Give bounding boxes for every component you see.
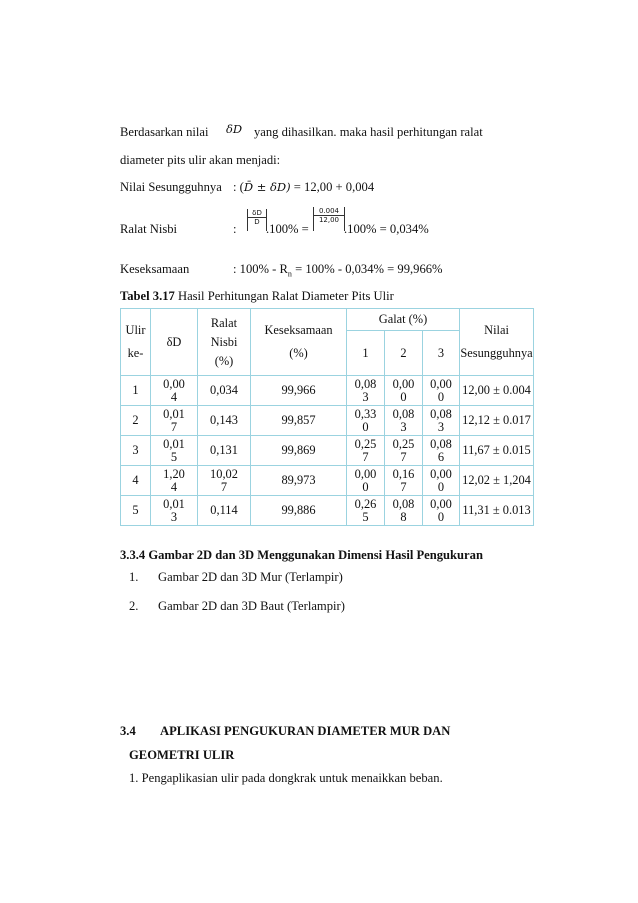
nilai-prefix: : ( — [233, 180, 244, 194]
header-galat: Galat (%) — [347, 309, 460, 331]
cell-galat-1-part: 3 — [362, 389, 369, 404]
cell-delta-d-part: 4 — [170, 389, 178, 404]
intro-text-a: Berdasarkan nilai — [120, 125, 209, 139]
cell-galat-1-part: 5 — [362, 509, 369, 524]
cell-galat-1 — [347, 376, 385, 406]
cell-galat-1-part: 0,33 — [354, 406, 377, 421]
cell-delta-d — [151, 466, 198, 496]
cell-ralat-nisbi-part: 7 — [220, 479, 228, 494]
cell-galat-3-part: 6 — [437, 449, 445, 464]
delta-d-symbol: δD — [226, 122, 243, 136]
header-ulir-line-1: Ulir — [125, 323, 146, 337]
keseksamaan-formula: : 100% - R — [233, 262, 288, 276]
section-334-item-2-text: Gambar 2D dan 3D Baut (Terlampir) — [158, 599, 345, 613]
cell-galat-2-part: 0,08 — [392, 496, 415, 511]
intro-text-b: yang dihasilkan. maka hasil perhitungan ralat — [254, 125, 483, 139]
table-row — [121, 406, 534, 436]
header-delta-d: δD — [151, 309, 198, 376]
cell-keseksamaan: 99,966 — [251, 376, 347, 406]
header-keseksamaan — [251, 309, 347, 376]
nilai-result: = 12,00 + 0,004 — [290, 180, 375, 194]
cell-ralat-nisbi — [198, 376, 251, 406]
header-ralat-nisbi — [198, 309, 251, 376]
table-body — [121, 376, 534, 526]
fraction-1-numerator: δD — [248, 209, 266, 218]
section-334-item-1-text: Gambar 2D dan 3D Mur (Terlampir) — [158, 570, 343, 584]
nilai-sesungguhnya-label: Nilai Sesungguhnya — [120, 180, 222, 194]
cell-galat-3-part: 0 — [437, 479, 445, 494]
cell-ulir: 2 — [121, 406, 151, 436]
cell-nilai-sesungguhnya: 12,00 ± 0.004 — [460, 376, 534, 406]
nilai-sesungguhnya-value — [233, 180, 374, 195]
cell-galat-1 — [347, 406, 385, 436]
cell-galat-2 — [385, 496, 423, 526]
cell-delta-d-part: 0,01 — [163, 496, 185, 511]
header-ulir-line-2: ke- — [127, 346, 144, 360]
cell-galat-3-part: 0,00 — [430, 376, 452, 391]
cell-ralat-nisbi-part: 0,034 — [210, 383, 238, 397]
keseksamaan-label: Keseksamaan — [120, 262, 190, 276]
cell-nilai-sesungguhnya: 12,12 ± 0.017 — [460, 406, 534, 436]
fraction-2-denominator: 12,00 — [318, 216, 340, 224]
cell-delta-d-part: 5 — [170, 449, 178, 464]
cell-ralat-nisbi-part: 10,02 — [210, 466, 238, 481]
header-ulir — [121, 309, 151, 376]
cell-galat-2 — [385, 406, 423, 436]
cell-delta-d-part: 7 — [170, 419, 178, 434]
header-keseksamaan-line-2: (%) — [289, 346, 308, 360]
cell-galat-3 — [423, 436, 460, 466]
cell-galat-3 — [423, 466, 460, 496]
intro-line-1 — [120, 125, 208, 140]
cell-galat-3-part: 0 — [437, 509, 445, 524]
header-nilai-sesungguhnya — [460, 309, 534, 376]
keseksamaan-value — [233, 262, 443, 279]
cell-galat-1-part: 0,25 — [354, 436, 377, 451]
cell-galat-2-part: 0,08 — [392, 406, 415, 421]
table-row — [121, 496, 534, 526]
cell-delta-d — [151, 496, 198, 526]
ralat-fraction-1 — [247, 209, 267, 231]
cell-galat-1 — [347, 496, 385, 526]
cell-nilai-sesungguhnya: 11,31 ± 0.013 — [460, 496, 534, 526]
ralat-nisbi-prefix: : — [233, 222, 237, 236]
table-caption-number: Tabel 3.17 — [120, 289, 175, 303]
section-34-item-1: 1. Pengaplikasian ulir pada dongkrak untuk menaikkan beban. — [129, 771, 443, 785]
cell-galat-2-part: 7 — [400, 479, 407, 494]
cell-galat-2-part: 0 — [400, 389, 407, 404]
cell-ulir: 1 — [121, 376, 151, 406]
cell-ralat-nisbi-part: 0,114 — [210, 503, 238, 517]
cell-ralat-nisbi-part: 0,143 — [210, 413, 238, 427]
cell-keseksamaan: 99,857 — [251, 406, 347, 436]
cell-galat-3-part: 0,00 — [430, 466, 452, 481]
cell-ralat-nisbi — [198, 406, 251, 436]
cell-galat-2-part: 0,25 — [392, 436, 415, 451]
table-caption — [120, 289, 394, 304]
cell-galat-3-part: 0,00 — [430, 496, 452, 511]
cell-delta-d — [151, 436, 198, 466]
table-header-row-1 — [121, 309, 534, 331]
cell-ralat-nisbi-part: 0,131 — [210, 443, 238, 457]
cell-galat-3 — [423, 496, 460, 526]
cell-delta-d-part: 0,01 — [163, 406, 185, 421]
results-table — [120, 308, 534, 526]
intro-line-2: diameter pits ulir akan menjadi: — [120, 153, 281, 167]
header-galat-2: 2 — [385, 331, 423, 376]
cell-galat-2-part: 3 — [400, 419, 407, 434]
cell-galat-3-part: 0,08 — [430, 436, 452, 451]
cell-galat-2 — [385, 436, 423, 466]
section-334-item-1-number: 1. — [129, 570, 139, 584]
section-334-heading: 3.3.4 Gambar 2D dan 3D Menggunakan Dimensi Hasil Pengukuran — [120, 548, 483, 562]
cell-galat-1-part: 0 — [362, 479, 369, 494]
cell-galat-1 — [347, 466, 385, 496]
cell-galat-2 — [385, 376, 423, 406]
ralat-tail: .100% = 0,034% — [344, 222, 429, 236]
cell-galat-1-part: 0,26 — [354, 496, 377, 511]
keseksamaan-subscript: n — [287, 269, 292, 279]
cell-galat-1 — [347, 436, 385, 466]
header-ralat-line-2: Nisbi — [210, 334, 238, 349]
cell-ralat-nisbi — [198, 466, 251, 496]
cell-galat-1-part: 7 — [362, 449, 369, 464]
header-nilai-line-2: Sesungguhnya — [460, 346, 533, 360]
section-34-number: 3.4 — [120, 724, 136, 738]
table-row — [121, 466, 534, 496]
cell-galat-3-part: 0 — [437, 389, 445, 404]
cell-ulir: 4 — [121, 466, 151, 496]
ralat-mid: .100% = — [266, 222, 309, 236]
cell-delta-d-part: 0,01 — [163, 436, 185, 451]
cell-galat-3-part: 0,08 — [430, 406, 452, 421]
cell-ulir: 5 — [121, 496, 151, 526]
cell-galat-2-part: 7 — [400, 449, 407, 464]
cell-galat-2 — [385, 466, 423, 496]
ralat-nisbi-label: Ralat Nisbi — [120, 222, 178, 236]
cell-keseksamaan: 99,869 — [251, 436, 347, 466]
fraction-2-numerator: 0.004 — [314, 207, 344, 216]
cell-nilai-sesungguhnya: 11,67 ± 0.015 — [460, 436, 534, 466]
cell-galat-1-part: 0 — [362, 419, 369, 434]
header-galat-1: 1 — [347, 331, 385, 376]
cell-galat-3 — [423, 376, 460, 406]
cell-delta-d — [151, 406, 198, 436]
table-row — [121, 376, 534, 406]
cell-galat-1-part: 0,08 — [354, 376, 377, 391]
header-ralat-line-1: Ralat — [210, 315, 238, 330]
cell-delta-d — [151, 376, 198, 406]
cell-ralat-nisbi — [198, 496, 251, 526]
cell-keseksamaan: 99,886 — [251, 496, 347, 526]
cell-galat-2-part: 0,00 — [392, 376, 415, 391]
cell-galat-3-part: 3 — [437, 419, 445, 434]
keseksamaan-result: = 100% - 0,034% = 99,966% — [291, 262, 443, 276]
nilai-formula: D̄ ± δD) — [243, 180, 291, 194]
header-nilai-line-1: Nilai — [484, 323, 509, 337]
ralat-fraction-2 — [313, 207, 345, 231]
cell-galat-2-part: 8 — [400, 509, 407, 524]
cell-delta-d-part: 1,20 — [163, 466, 185, 481]
cell-ralat-nisbi — [198, 436, 251, 466]
cell-delta-d-part: 0,00 — [163, 376, 185, 391]
cell-delta-d-part: 4 — [170, 479, 178, 494]
section-334-item-2-number: 2. — [129, 599, 139, 613]
cell-galat-2-part: 0,16 — [392, 466, 415, 481]
fraction-1-denominator: D — [254, 218, 260, 226]
cell-galat-3 — [423, 406, 460, 436]
section-34-heading-line-2: GEOMETRI ULIR — [129, 748, 235, 762]
table-caption-text: Hasil Perhitungan Ralat Diameter Pits Ulir — [174, 289, 394, 303]
cell-delta-d-part: 3 — [170, 509, 178, 524]
cell-nilai-sesungguhnya: 12,02 ± 1,204 — [460, 466, 534, 496]
header-ralat-line-3: (%) — [214, 353, 234, 368]
header-keseksamaan-line-1: Keseksamaan — [264, 323, 333, 337]
table-row — [121, 436, 534, 466]
header-galat-3: 3 — [423, 331, 460, 376]
cell-galat-1-part: 0,00 — [354, 466, 377, 481]
cell-ulir: 3 — [121, 436, 151, 466]
cell-keseksamaan: 89,973 — [251, 466, 347, 496]
section-34-heading-line-1: APLIKASI PENGUKURAN DIAMETER MUR DAN — [160, 724, 451, 738]
